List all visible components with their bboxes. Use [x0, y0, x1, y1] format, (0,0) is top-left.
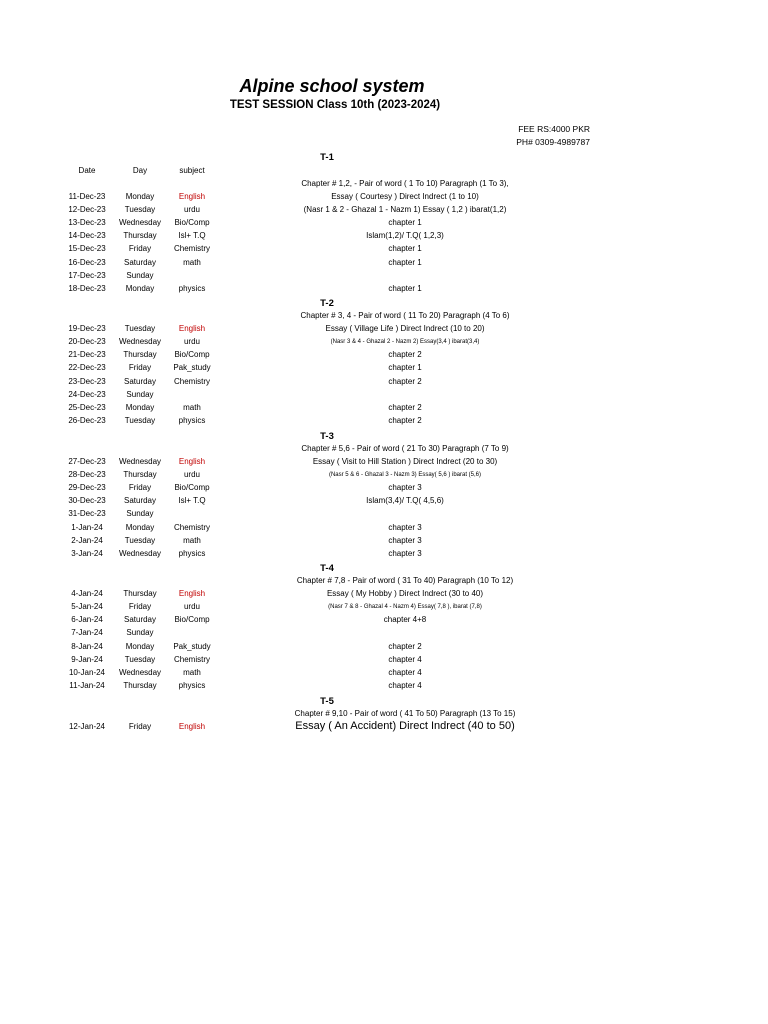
row-date: 28-Dec-23	[68, 470, 106, 479]
table-row	[0, 457, 768, 470]
table-row	[0, 258, 768, 271]
table-row	[0, 668, 768, 681]
row-date: 17-Dec-23	[68, 271, 106, 280]
row-day: Tuesday	[124, 205, 156, 214]
table-row	[0, 615, 768, 628]
table-row	[0, 602, 768, 615]
row-date: 25-Dec-23	[68, 403, 106, 412]
row-subject: Bio/Comp	[174, 615, 210, 624]
row-syllabus: chapter 2	[388, 416, 422, 425]
fee-info: FEE RS:4000 PKR	[518, 124, 590, 134]
row-subject: Chemistry	[173, 244, 210, 253]
row-date: 13-Dec-23	[68, 218, 106, 227]
row-subject: Chemistry	[173, 377, 210, 386]
row-syllabus: (Nasr 1 & 2 - Ghazal 1 - Nazm 1) Essay ( 1,2 ) ibarat(1,2)	[303, 205, 507, 214]
row-day: Friday	[128, 483, 152, 492]
row-date: 12-Jan-24	[68, 722, 106, 731]
table-row	[0, 628, 768, 641]
term-intro-t3: Chapter # 5,6 - Pair of word ( 21 To 30) Paragraph (7 To 9)	[301, 444, 509, 453]
row-day: Tuesday	[124, 536, 156, 545]
table-row	[0, 324, 768, 337]
phone-info: PH# 0309-4989787	[516, 137, 590, 147]
row-syllabus: chapter 4+8	[383, 615, 427, 624]
term-heading-t3: T-3	[320, 431, 334, 442]
table-row	[0, 642, 768, 655]
row-subject: urdu	[183, 470, 200, 479]
row-subject: physics	[178, 681, 206, 690]
row-date: 19-Dec-23	[68, 324, 106, 333]
row-date: 30-Dec-23	[68, 496, 106, 505]
row-date: 24-Dec-23	[68, 390, 106, 399]
row-subject: Bio/Comp	[174, 218, 210, 227]
row-date: 23-Dec-23	[68, 377, 106, 386]
row-subject: English	[178, 722, 206, 731]
row-subject: physics	[178, 549, 206, 558]
row-syllabus: chapter 3	[388, 549, 422, 558]
row-date: 12-Dec-23	[68, 205, 106, 214]
row-day: Wednesday	[118, 337, 162, 346]
row-day: Saturday	[123, 615, 157, 624]
session-subtitle: TEST SESSION Class 10th (2023-2024)	[229, 99, 441, 111]
row-subject: urdu	[183, 602, 200, 611]
row-day: Saturday	[123, 377, 157, 386]
table-row	[0, 722, 768, 735]
row-date: 20-Dec-23	[68, 337, 106, 346]
table-row	[0, 218, 768, 231]
row-syllabus: chapter 1	[388, 218, 422, 227]
row-syllabus: Essay ( Village Life ) Direct Indrect (10 to 20)	[325, 324, 485, 333]
row-subject: English	[178, 192, 206, 201]
term-heading-t5: T-5	[320, 696, 334, 707]
column-header-date: Date	[78, 166, 96, 175]
row-day: Wednesday	[118, 668, 162, 677]
row-syllabus: chapter 4	[388, 668, 422, 677]
row-syllabus: Essay ( Visit to Hill Station ) Direct Indrect (20 to 30)	[312, 457, 498, 466]
row-subject: English	[178, 589, 206, 598]
column-header-day: Day	[132, 166, 148, 175]
row-day: Sunday	[126, 509, 154, 518]
row-date: 7-Jan-24	[71, 628, 103, 637]
row-subject: math	[183, 258, 201, 267]
row-day: Wednesday	[118, 549, 162, 558]
row-syllabus: Essay ( My Hobby ) Direct Indrect (30 to 40)	[326, 589, 484, 598]
row-syllabus: chapter 2	[388, 403, 422, 412]
row-day: Thursday	[123, 589, 157, 598]
row-day: Sunday	[126, 271, 154, 280]
term-heading-t2: T-2	[320, 298, 334, 309]
row-syllabus: (Nasr 5 & 6 - Ghazal 3 - Nazm 3) Essay( 5,6 ) ibarat (5,6)	[328, 472, 482, 478]
row-date: 15-Dec-23	[68, 244, 106, 253]
row-date: 27-Dec-23	[68, 457, 106, 466]
row-date: 1-Jan-24	[71, 523, 103, 532]
row-date: 11-Jan-24	[69, 681, 105, 690]
row-day: Tuesday	[124, 324, 156, 333]
table-row	[0, 390, 768, 403]
row-day: Friday	[128, 244, 152, 253]
row-subject: Pak_study	[173, 642, 211, 651]
table-row	[0, 496, 768, 509]
row-day: Thursday	[123, 681, 157, 690]
row-syllabus: chapter 1	[388, 258, 422, 267]
row-date: 18-Dec-23	[68, 284, 106, 293]
table-row	[0, 231, 768, 244]
table-row	[0, 681, 768, 694]
row-day: Wednesday	[118, 457, 162, 466]
row-date: 8-Jan-24	[71, 642, 103, 651]
row-syllabus: (Nasr 7 & 8 - Ghazal 4 - Nazm 4) Essay( 7,8 ), ibarat (7,8)	[328, 604, 482, 610]
row-syllabus: chapter 2	[388, 350, 422, 359]
term-heading-t1: T-1	[320, 152, 334, 163]
column-header-row	[0, 166, 768, 179]
row-subject: Isl+ T.Q	[178, 496, 206, 505]
row-subject: math	[183, 536, 201, 545]
school-title: Alpine school system	[239, 76, 425, 96]
row-syllabus: chapter 1	[388, 244, 422, 253]
table-row	[0, 403, 768, 416]
row-date: 29-Dec-23	[68, 483, 106, 492]
row-day: Friday	[128, 602, 152, 611]
row-subject: math	[183, 668, 201, 677]
row-syllabus: chapter 3	[388, 536, 422, 545]
row-date: 26-Dec-23	[68, 416, 106, 425]
row-subject: math	[183, 403, 201, 412]
row-subject: Chemistry	[173, 655, 210, 664]
table-row	[0, 589, 768, 602]
row-syllabus: chapter 1	[388, 363, 422, 372]
table-row	[0, 284, 768, 297]
row-day: Monday	[125, 284, 155, 293]
table-row	[0, 416, 768, 429]
row-date: 16-Dec-23	[68, 258, 106, 267]
row-day: Thursday	[123, 470, 157, 479]
row-day: Friday	[128, 722, 152, 731]
table-row	[0, 192, 768, 205]
row-syllabus: chapter 1	[388, 284, 422, 293]
row-date: 6-Jan-24	[71, 615, 103, 624]
term-intro-t2: Chapter # 3, 4 - Pair of word ( 11 To 20) Paragraph (4 To 6)	[300, 311, 510, 320]
table-row	[0, 363, 768, 376]
row-syllabus: (Nasr 3 & 4 - Ghazal 2 - Nazm 2) Essay(3,4 ) ibarat(3,4)	[330, 339, 480, 345]
row-day: Saturday	[123, 496, 157, 505]
table-row	[0, 271, 768, 284]
row-subject: urdu	[183, 337, 200, 346]
table-row	[0, 470, 768, 483]
term-intro-t5: Chapter # 9,10 - Pair of word ( 41 To 50) Paragraph (13 To 15)	[294, 709, 516, 718]
row-day: Tuesday	[124, 416, 156, 425]
row-syllabus: Essay ( An Accident) Direct Indrect (40 to 50)	[295, 720, 515, 732]
row-day: Sunday	[126, 628, 154, 637]
row-syllabus: Essay ( Courtesy ) Direct Indrect (1 to 10)	[331, 192, 479, 201]
table-row	[0, 509, 768, 522]
table-row	[0, 536, 768, 549]
row-syllabus: Islam(3,4)/ T.Q( 4,5,6)	[366, 496, 444, 505]
row-date: 9-Jan-24	[71, 655, 103, 664]
table-row	[0, 483, 768, 496]
row-day: Tuesday	[124, 655, 156, 664]
table-row	[0, 244, 768, 257]
row-syllabus: Islam(1,2)/ T.Q( 1,2,3)	[366, 231, 444, 240]
row-date: 14-Dec-23	[68, 231, 106, 240]
row-date: 4-Jan-24	[71, 589, 103, 598]
table-row	[0, 205, 768, 218]
term-intro-t1: Chapter # 1,2, - Pair of word ( 1 To 10) Paragraph (1 To 3),	[301, 179, 509, 188]
table-row	[0, 655, 768, 668]
row-subject: Pak_study	[173, 363, 211, 372]
row-date: 31-Dec-23	[68, 509, 106, 518]
row-date: 11-Dec-23	[68, 192, 106, 201]
table-row	[0, 523, 768, 536]
row-day: Monday	[125, 192, 155, 201]
row-date: 22-Dec-23	[68, 363, 106, 372]
row-day: Thursday	[123, 231, 157, 240]
term-heading-t4: T-4	[320, 563, 334, 574]
row-date: 3-Jan-24	[71, 549, 103, 558]
row-subject: English	[178, 457, 206, 466]
term-intro-t4: Chapter # 7,8 - Pair of word ( 31 To 40) Paragraph (10 To 12)	[296, 576, 514, 585]
table-row	[0, 337, 768, 350]
row-syllabus: chapter 3	[388, 523, 422, 532]
row-syllabus: chapter 2	[388, 377, 422, 386]
row-date: 10-Jan-24	[68, 668, 106, 677]
row-syllabus: chapter 4	[388, 681, 422, 690]
row-date: 2-Jan-24	[71, 536, 103, 545]
row-subject: Bio/Comp	[174, 350, 210, 359]
row-subject: Isl+ T.Q	[178, 231, 206, 240]
row-day: Monday	[125, 403, 155, 412]
row-day: Sunday	[126, 390, 154, 399]
row-subject: Chemistry	[173, 523, 210, 532]
row-subject: physics	[178, 416, 206, 425]
row-subject: urdu	[183, 205, 200, 214]
row-date: 5-Jan-24	[71, 602, 103, 611]
row-day: Friday	[128, 363, 152, 372]
table-row	[0, 549, 768, 562]
table-row	[0, 350, 768, 363]
table-row	[0, 377, 768, 390]
row-day: Monday	[125, 642, 155, 651]
row-subject: Bio/Comp	[174, 483, 210, 492]
row-subject: physics	[178, 284, 206, 293]
row-day: Monday	[125, 523, 155, 532]
row-day: Wednesday	[118, 218, 162, 227]
row-syllabus: chapter 4	[388, 655, 422, 664]
column-header-subject: subject	[179, 166, 205, 175]
row-day: Saturday	[123, 258, 157, 267]
row-subject: English	[178, 324, 206, 333]
row-syllabus: chapter 3	[388, 483, 422, 492]
row-date: 21-Dec-23	[68, 350, 106, 359]
row-day: Thursday	[123, 350, 157, 359]
row-syllabus: chapter 2	[388, 642, 422, 651]
